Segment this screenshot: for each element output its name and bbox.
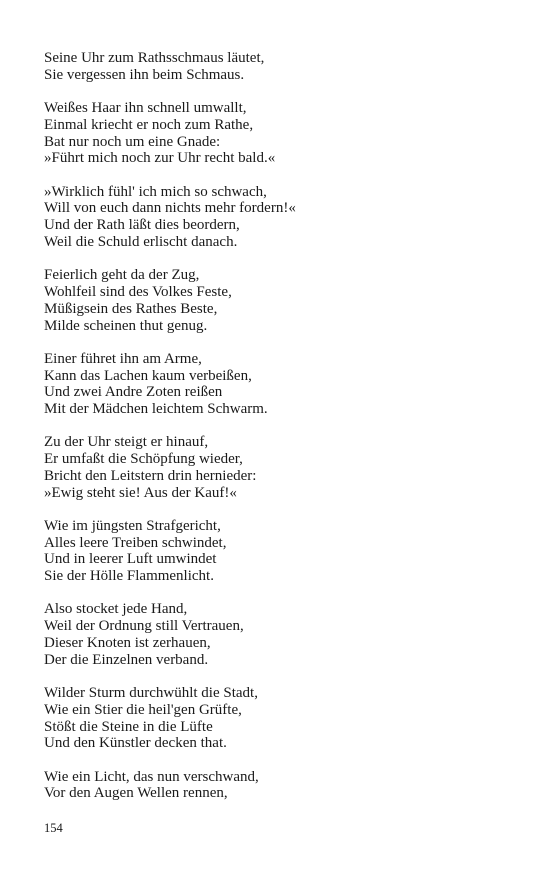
stanza: [44, 518, 524, 585]
stanza: [44, 434, 524, 501]
verse-line: Einer führet ihn am Arme,: [44, 350, 202, 367]
verse-line: Stößt die Steine in die Lüfte: [44, 718, 213, 735]
verse-line: Sie vergessen ihn beim Schmaus.: [44, 66, 245, 83]
verse-line: »Wirklich fühl' ich mich so schwach,: [44, 183, 267, 200]
page-number: 154: [44, 821, 63, 835]
stanza: [44, 50, 524, 84]
verse-line: Wilder Sturm durchwühlt die Stadt,: [44, 685, 258, 702]
verse-line: Und der Rath läßt dies beordern,: [44, 217, 240, 234]
verse-line: Mit der Mädchen leichtem Schwarm.: [44, 401, 268, 418]
verse-line: Einmal kriecht er noch zum Rathe,: [44, 116, 254, 133]
verse-line: Müßigsein des Rathes Beste,: [44, 300, 218, 317]
verse-line: Weil der Ordnung still Vertrauen,: [44, 618, 244, 635]
verse-line: Bat nur noch um eine Gnade:: [44, 133, 221, 150]
verse-line: Der die Einzelnen verband.: [44, 651, 209, 668]
verse-line: Zu der Uhr steigt er hinauf,: [44, 434, 209, 451]
verse-line: Will von euch dann nichts mehr fordern!«: [44, 200, 296, 217]
verse-line: Weil die Schuld erlischt danach.: [44, 233, 238, 250]
verse-line: Wie im jüngsten Strafgericht,: [44, 517, 221, 534]
verse-line: Wie ein Stier die heil'gen Grüfte,: [44, 701, 242, 718]
verse-line: Wohlfeil sind des Volkes Feste,: [44, 283, 232, 300]
poem-body: [44, 50, 524, 819]
verse-line: Und zwei Andre Zoten reißen: [44, 384, 223, 401]
verse-line: Sie der Hölle Flammenlicht.: [44, 568, 214, 585]
verse-line: Kann das Lachen kaum verbeißen,: [44, 367, 252, 384]
stanza: [44, 100, 524, 167]
verse-line: Und den Künstler decken that.: [44, 735, 227, 752]
verse-line: Dieser Knoten ist zerhauen,: [44, 635, 211, 652]
verse-line: Vor den Augen Wellen rennen,: [44, 785, 228, 802]
verse-line: Also stocket jede Hand,: [44, 601, 188, 618]
verse-line: Feierlich geht da der Zug,: [44, 267, 200, 284]
verse-line: Wie ein Licht, das nun verschwand,: [44, 768, 259, 785]
verse-line: »Führt mich noch zur Uhr recht bald.«: [44, 150, 276, 167]
stanza: [44, 184, 524, 251]
stanza: [44, 685, 524, 752]
stanza: [44, 351, 524, 418]
verse-line: Alles leere Treiben schwindet,: [44, 534, 227, 551]
verse-line: Weißes Haar ihn schnell umwallt,: [44, 99, 247, 116]
stanza: [44, 769, 524, 803]
verse-line: Seine Uhr zum Rathsschmaus läutet,: [44, 50, 265, 66]
verse-line: »Ewig steht sie! Aus der Kauf!«: [44, 484, 237, 501]
verse-line: Milde scheinen thut genug.: [44, 317, 208, 334]
stanza: [44, 601, 524, 668]
verse-line: Bricht den Leitstern drin hernieder:: [44, 467, 257, 484]
verse-line: Er umfaßt die Schöpfung wieder,: [44, 451, 243, 468]
stanza: [44, 267, 524, 334]
verse-line: Und in leerer Luft umwindet: [44, 551, 217, 568]
